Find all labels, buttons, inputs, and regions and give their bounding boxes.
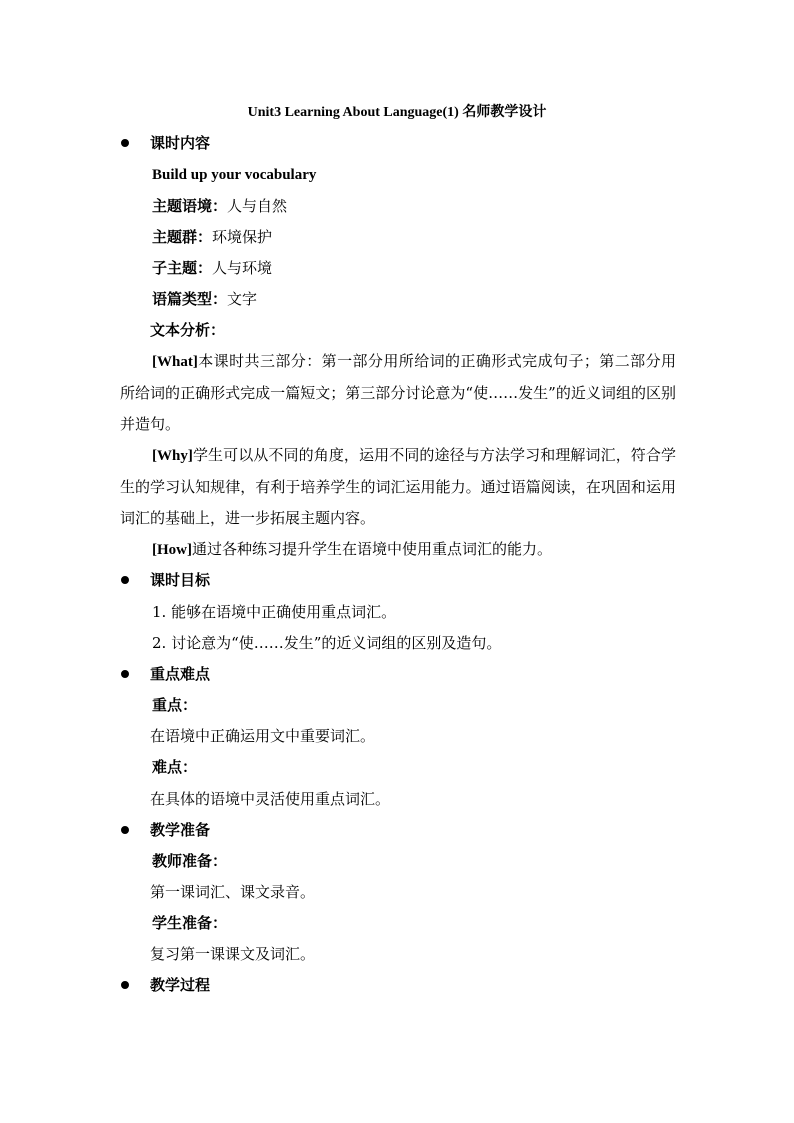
bullet-icon xyxy=(121,576,129,584)
group-label: 主题群： xyxy=(152,228,213,246)
why-text: 学生可以从不同的角度，运用不同的途径与方法学习和理解词汇，符合学生的学习认知规律，有利于培养学生的词汇运用能力。通过语篇阅读，在巩固和运用词汇的基础上，进一步拓展主题内容。 xyxy=(120,446,676,527)
text-type xyxy=(152,289,257,309)
theme-label: 主题语境： xyxy=(152,197,228,215)
teacher-prep-text: 第一课词汇、课文录音。 xyxy=(150,883,316,901)
section-heading-goals: 课时目标 xyxy=(150,571,211,589)
sub-value: 人与环境 xyxy=(212,259,273,277)
student-prep-text: 复习第一课课文及词汇。 xyxy=(150,945,316,963)
how-tag: [How] xyxy=(152,542,192,558)
goal-item-1: 1. 能够在语境中正确使用重点词汇。 xyxy=(152,603,397,621)
bullet-icon xyxy=(121,981,129,989)
teacher-prep-label: 教师准备： xyxy=(152,852,228,870)
section-heading-preparation: 教学准备 xyxy=(150,821,211,839)
difficulty-label: 难点： xyxy=(152,758,198,776)
goal-item-2: 2. 讨论意为“使……发生”的近义词组的区别及造句。 xyxy=(152,634,502,652)
section-heading-content: 课时内容 xyxy=(150,134,211,152)
what-text: 本课时共三部分：第一部分用所给词的正确形式完成句子；第二部分用所给词的正确形式完成一篇短文；第三部分讨论意为“使……发生”的近义词组的区别并造句。 xyxy=(120,352,676,433)
section-heading-process: 教学过程 xyxy=(150,976,211,994)
bullet-icon xyxy=(121,826,129,834)
analysis-label: 文本分析： xyxy=(150,321,226,339)
group-value: 环境保护 xyxy=(212,228,273,246)
why-paragraph xyxy=(120,440,676,534)
how-text: 通过各种练习提升学生在语境中使用重点词汇的能力。 xyxy=(192,540,553,558)
type-value: 文字 xyxy=(227,290,258,308)
what-tag: [What] xyxy=(152,354,198,370)
why-tag: [Why] xyxy=(152,448,193,464)
bullet-icon xyxy=(121,670,129,678)
how-paragraph xyxy=(120,534,676,566)
type-label: 语篇类型： xyxy=(152,290,228,308)
theme-context xyxy=(152,196,287,216)
student-prep-label: 学生准备： xyxy=(152,914,228,932)
theme-group xyxy=(152,227,272,247)
key-label: 重点： xyxy=(152,696,198,714)
sub-theme xyxy=(152,258,272,278)
section-heading-keypoints: 重点难点 xyxy=(150,665,211,683)
sub-label: 子主题： xyxy=(152,259,213,277)
bullet-icon xyxy=(121,139,129,147)
key-text: 在语境中正确运用文中重要词汇。 xyxy=(150,727,376,745)
theme-value: 人与自然 xyxy=(227,197,288,215)
document-title: Unit3 Learning About Language(1) 名师教学设计 xyxy=(247,105,547,120)
what-paragraph xyxy=(120,346,676,440)
difficulty-text: 在具体的语境中灵活使用重点词汇。 xyxy=(150,790,391,808)
vocab-title: Build up your vocabulary xyxy=(152,167,317,183)
